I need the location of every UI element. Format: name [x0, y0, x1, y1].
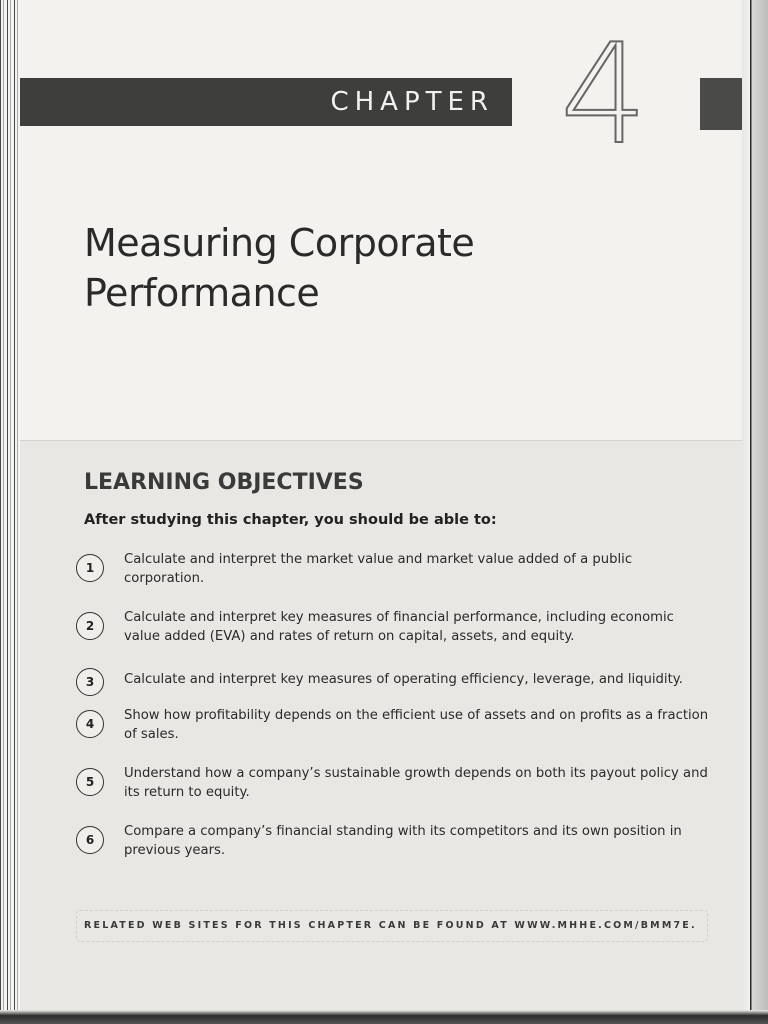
objective-number-badge: 6 [76, 826, 104, 854]
chapter-title [84, 218, 644, 318]
objective-text: Compare a company’s financial standing with its competitors and its own position in previous years. [124, 824, 682, 858]
page-stack-edge [742, 0, 768, 1024]
chapter-banner [20, 78, 512, 126]
learning-objectives-heading: LEARNING OBJECTIVES [84, 470, 364, 495]
learning-objectives-intro: After studying this chapter, you should be able to: [84, 512, 497, 528]
objective-text: Understand how a company’s sustainable growth depends on both its payout policy and its return to equity. [124, 766, 708, 800]
chapter-title-line-1: Measuring Corporate [84, 221, 475, 265]
related-web-sites-note: RELATED WEB SITES FOR THIS CHAPTER CAN BE FOUND AT WWW.MHHE.COM/BMM7E. [84, 920, 697, 931]
objective-number-badge: 4 [76, 710, 104, 738]
objective-number-badge: 1 [76, 554, 104, 582]
book-spine-edge [0, 0, 20, 1024]
chapter-title-line-2: Performance [84, 271, 320, 315]
chapter-label: CHAPTER [330, 87, 494, 117]
chapter-number: 4 [560, 14, 648, 175]
objective-text: Show how profitability depends on the efficient use of assets and on profits as a fraction of sales. [124, 708, 709, 742]
objective-number-badge: 3 [76, 668, 104, 696]
objective-number-badge: 5 [76, 768, 104, 796]
page-bottom-edge [0, 1010, 768, 1024]
objective-text: Calculate and interpret key measures of operating efficiency, leverage, and liquidity. [124, 672, 683, 687]
objective-text: Calculate and interpret key measures of financial performance, including economic value added (EVA) and rates of return on capital, assets, and equity. [124, 610, 674, 644]
objective-number-badge: 2 [76, 612, 104, 640]
objective-text: Calculate and interpret the market value and market value added of a public corporation. [124, 552, 633, 586]
